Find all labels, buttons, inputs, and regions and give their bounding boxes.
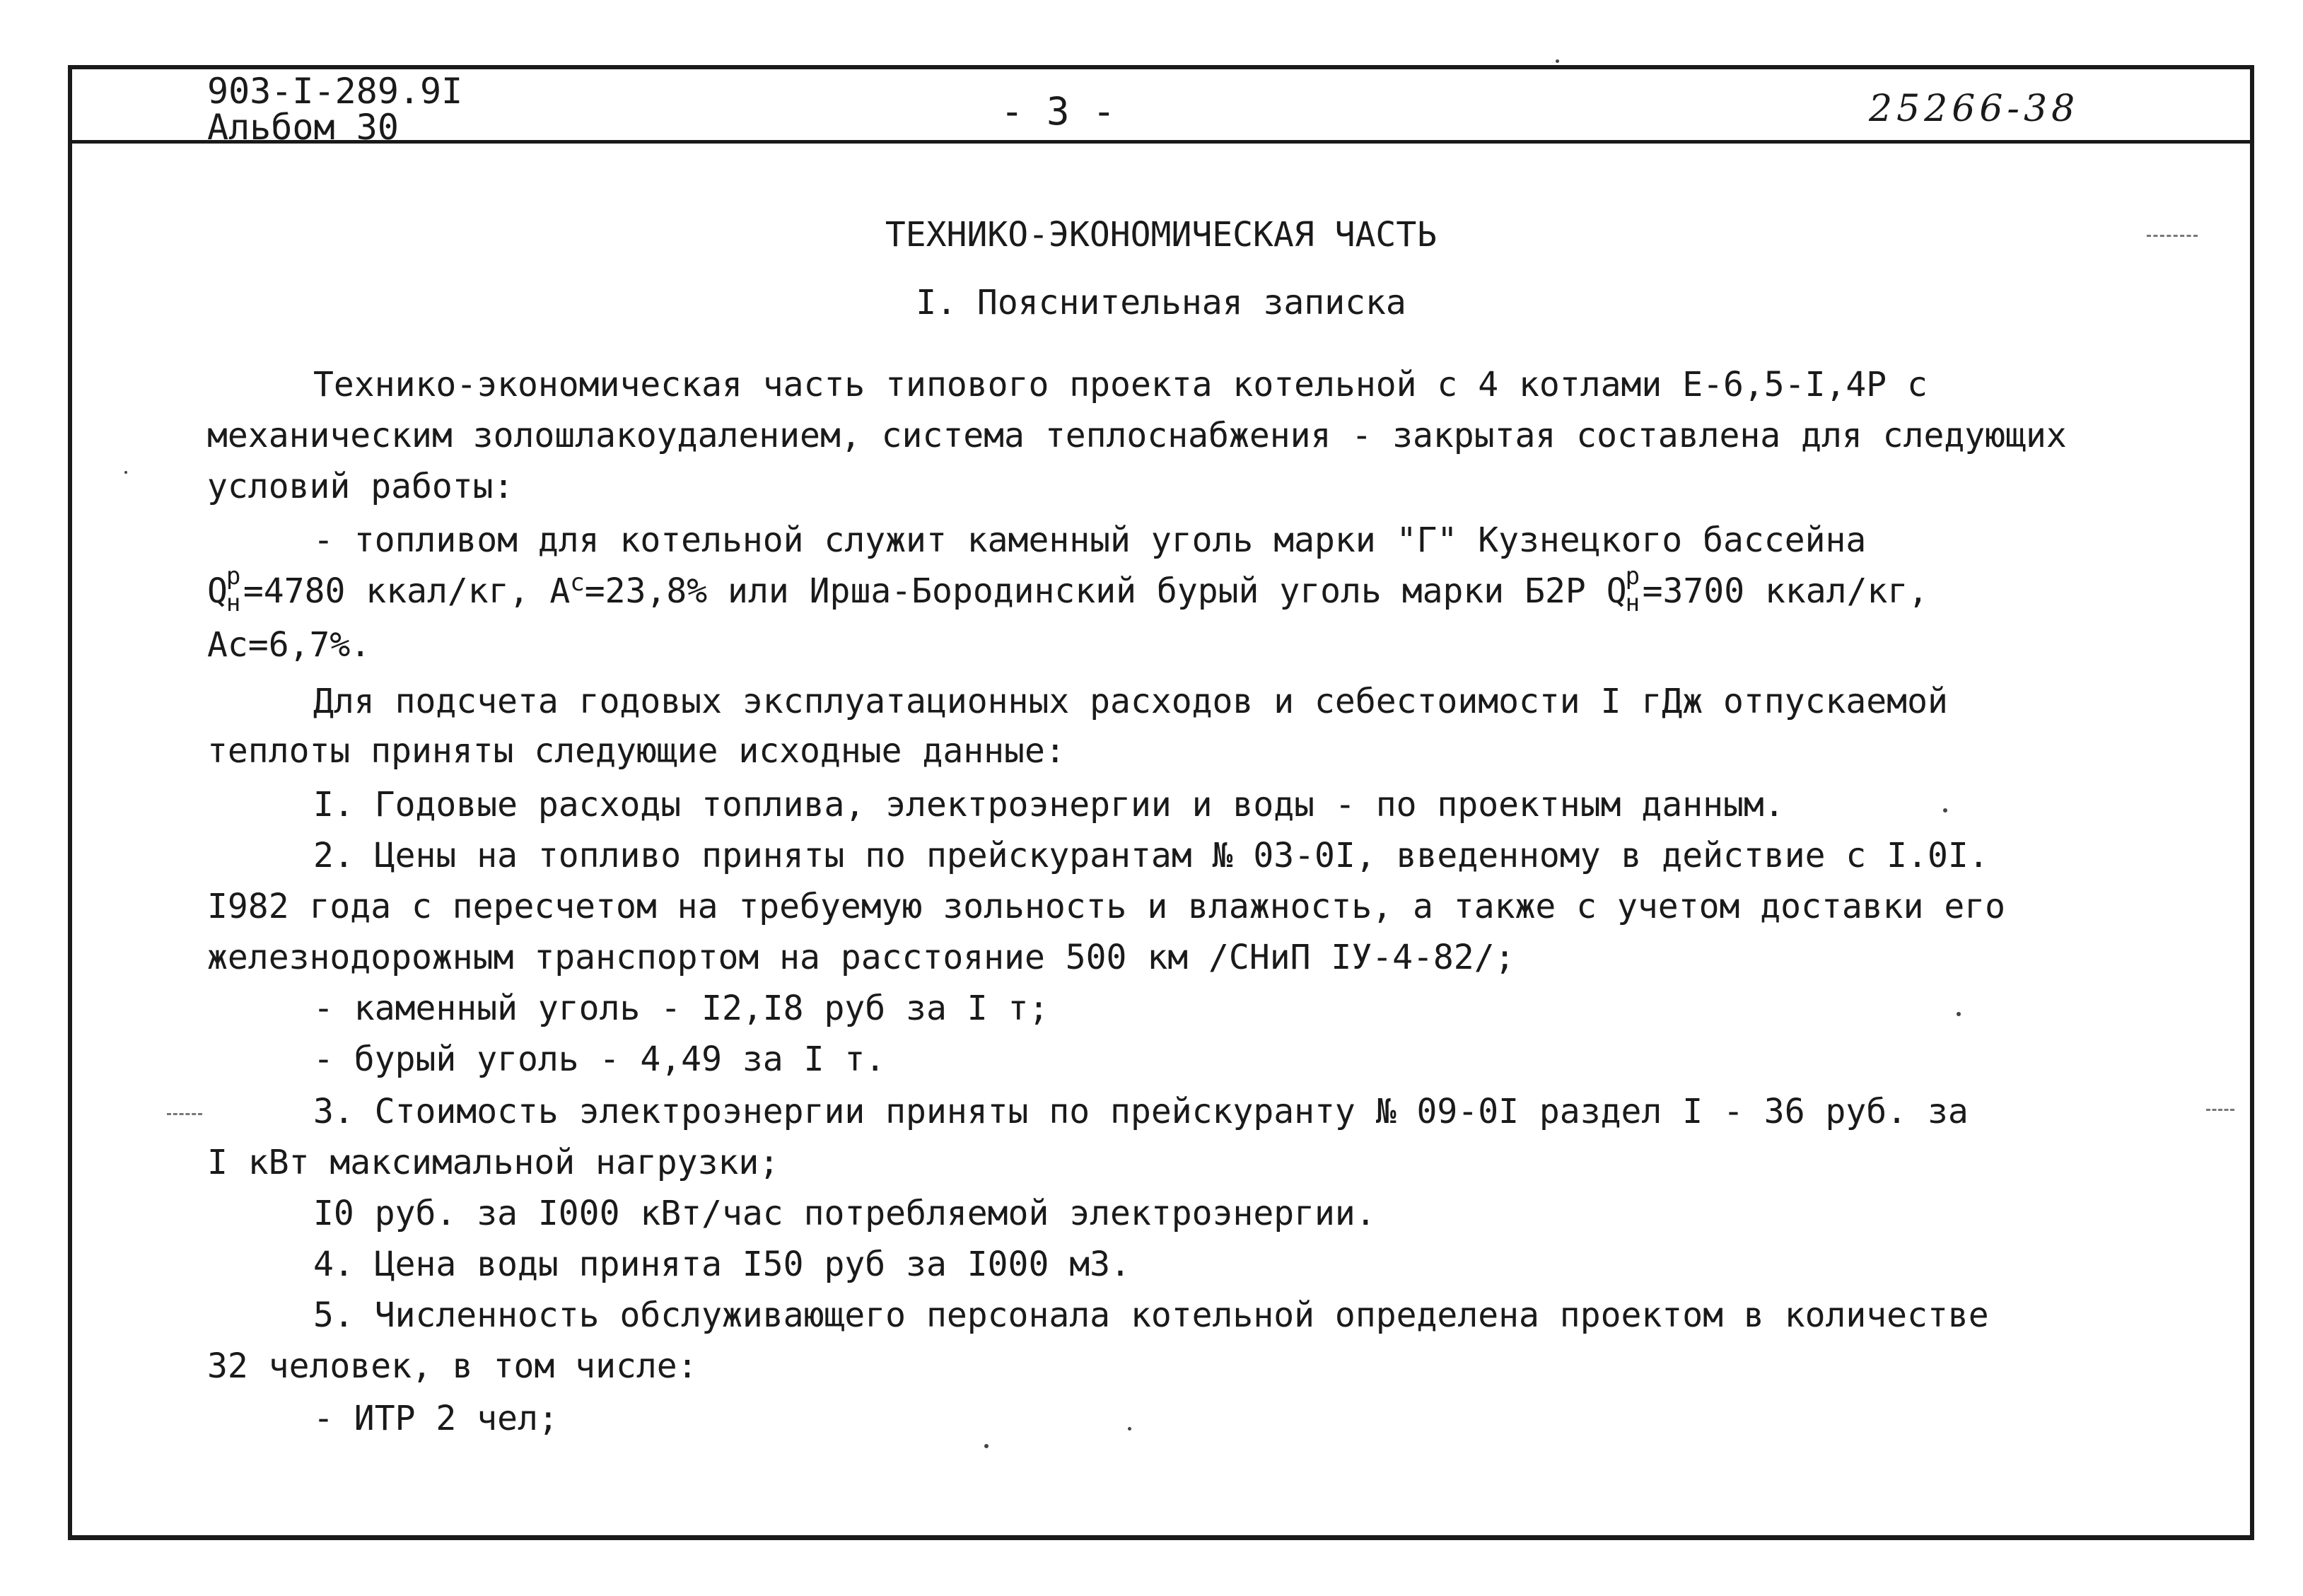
scan-speck: [1128, 1427, 1131, 1431]
list-item: 5. Численность обслуживающего персонала котельной определена проектом в количестве: [313, 1295, 1989, 1335]
paragraph-line: Технико-экономическая часть типового проекта котельной с 4 котлами Е-6,5-I,4Р с: [313, 365, 1928, 404]
scan-speck: [1556, 59, 1559, 63]
paragraph-line: механическим золошлакоудалением, система теплоснабжения - закрытая составлена для следующих: [207, 416, 2067, 455]
paragraph-line: I0 руб. за I000 кВт/час потребляемой электроэнергии.: [313, 1194, 1376, 1233]
list-item: 4. Цена воды принята I50 руб за I000 м3.: [313, 1245, 1131, 1284]
paragraph-line: железнодорожным транспортом на расстояние 500 км /СНиП IУ-4-82/;: [207, 938, 1515, 977]
paragraph-line: теплоты приняты следующие исходные данные:: [207, 731, 1066, 771]
list-item: I. Годовые расходы топлива, электроэнергии и воды - по проектным данным.: [313, 785, 1785, 825]
scan-artifact: [2206, 1109, 2234, 1111]
paragraph-line: - бурый уголь - 4,49 за I т.: [313, 1039, 886, 1079]
section-title: ТЕХНИКО-ЭКОНОМИЧЕСКАЯ ЧАСТЬ: [885, 215, 1438, 255]
paragraph-line: Ас=6,7%.: [207, 625, 371, 665]
paragraph-line: - топливом для котельной служит каменный уголь марки "Г" Кузнецкого бассейна: [313, 520, 1867, 560]
list-item: 2. Цены на топливо приняты по прейскурантам № 03-0I, введенному в действие с I.0I.: [313, 836, 1989, 875]
paragraph-line: - каменный уголь - I2,I8 руб за I т;: [313, 989, 1049, 1028]
paragraph-line: I кВт максимальной нагрузки;: [207, 1143, 780, 1182]
paragraph-line: 32 человек, в том числе:: [207, 1346, 698, 1386]
scan-speck: [1957, 1012, 1961, 1016]
subsection-title: I. Пояснительная записка: [916, 283, 1406, 322]
album-label: Альбом 30: [207, 107, 399, 148]
fuel-parameters-line: Q р н =4780 ккал/кг, $А^с=23,8\%$ или Ирша-Бородинский бурый уголь марки Б2Р Q р н =3700 ккал/кг,: [207, 562, 1929, 617]
scan-artifact: [2147, 235, 2198, 237]
list-item: 3. Стоимость электроэнергии приняты по прейскуранту № 09-0I раздел I - 36 руб. за: [313, 1092, 1969, 1131]
scan-artifact: [167, 1113, 202, 1115]
paragraph-line: условий работы:: [207, 467, 514, 506]
paragraph-line: - ИТР 2 чел;: [313, 1399, 559, 1438]
project-code: 903-I-289.9I: [207, 71, 463, 112]
scan-speck: [1943, 808, 1947, 812]
scan-speck: [984, 1444, 989, 1448]
scan-speck: [124, 471, 127, 474]
paragraph-line: I982 года с пересчетом на требуемую зольность и влажность, а также с учетом доставки его: [207, 887, 2006, 926]
paragraph-line: Для подсчета годовых эксплуатационных расходов и себестоимости I гДж отпускаемой: [313, 682, 1948, 721]
document-number: 25266-38: [1869, 88, 2080, 130]
page-number: - 3 -: [1001, 89, 1116, 134]
